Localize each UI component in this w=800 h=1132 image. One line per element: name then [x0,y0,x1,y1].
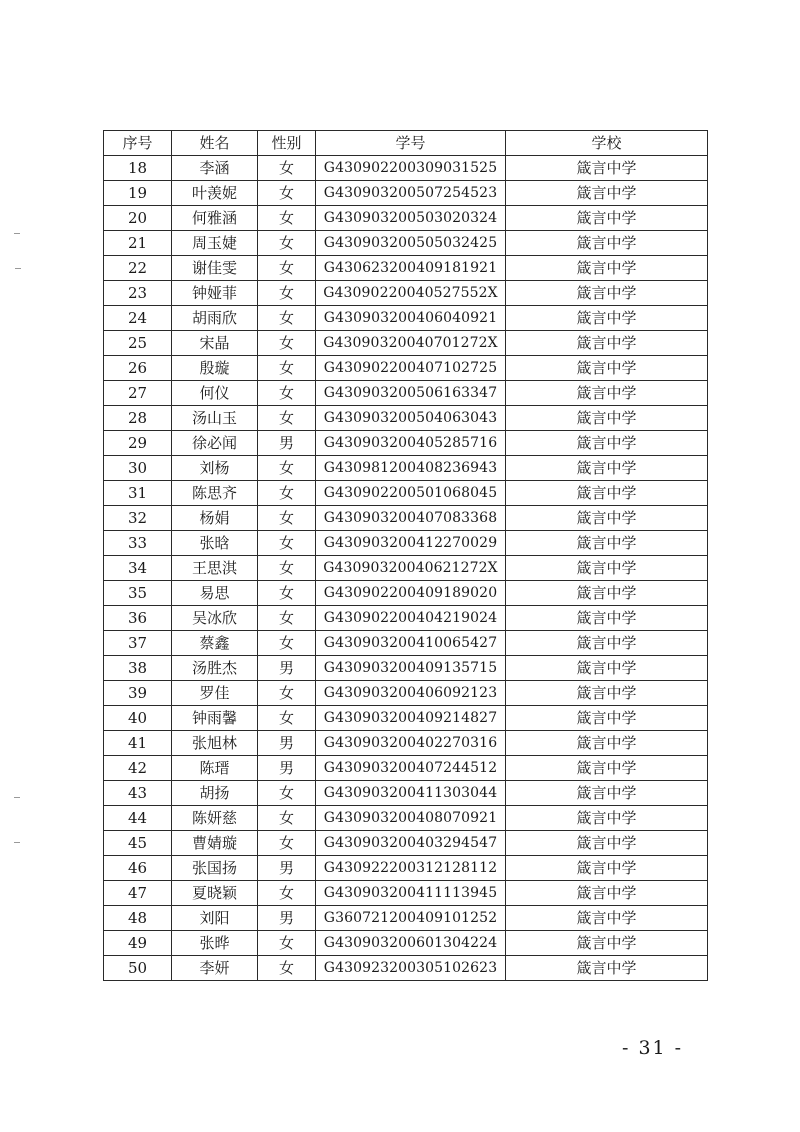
cell-name: 谢佳雯 [172,256,258,281]
cell-student-id: G430903200406040921 [316,306,506,331]
cell-school: 箴言中学 [506,506,708,531]
student-list-table [103,130,708,981]
cell-student-id: G430903200408070921 [316,806,506,831]
cell-student-id: G430903200411303044 [316,781,506,806]
cell-student-id: G430903200406092123 [316,681,506,706]
cell-gender: 男 [258,731,316,756]
cell-index: 34 [104,556,172,581]
cell-school: 箴言中学 [506,456,708,481]
cell-student-id: G430903200507254523 [316,181,506,206]
cell-student-id: G430981200408236943 [316,456,506,481]
cell-school: 箴言中学 [506,831,708,856]
cell-student-id: G43090320040621272X [316,556,506,581]
cell-student-id: G430903200409135715 [316,656,506,681]
cell-index: 25 [104,331,172,356]
cell-student-id: G430903200504063043 [316,406,506,431]
cell-name: 胡雨欣 [172,306,258,331]
cell-student-id: G430903200402270316 [316,731,506,756]
cell-school: 箴言中学 [506,606,708,631]
cell-school: 箴言中学 [506,681,708,706]
cell-index: 19 [104,181,172,206]
cell-name: 刘杨 [172,456,258,481]
table-row [104,781,708,806]
table-row [104,956,708,981]
cell-index: 49 [104,931,172,956]
cell-index: 29 [104,431,172,456]
cell-student-id: G430903200407244512 [316,756,506,781]
header-index: 序号 [104,131,172,156]
cell-index: 37 [104,631,172,656]
table-header-row [104,131,708,156]
cell-school: 箴言中学 [506,181,708,206]
table-row [104,656,708,681]
scan-speck [14,233,20,234]
cell-student-id: G43090320040701272X [316,331,506,356]
cell-school: 箴言中学 [506,256,708,281]
table-body [104,156,708,981]
cell-name: 殷璇 [172,356,258,381]
cell-school: 箴言中学 [506,306,708,331]
cell-name: 张国扬 [172,856,258,881]
cell-gender: 女 [258,156,316,181]
cell-name: 陈妍慈 [172,806,258,831]
cell-gender: 男 [258,906,316,931]
cell-gender: 女 [258,406,316,431]
cell-school: 箴言中学 [506,406,708,431]
cell-gender: 女 [258,281,316,306]
cell-gender: 女 [258,831,316,856]
cell-index: 38 [104,656,172,681]
cell-name: 杨娟 [172,506,258,531]
cell-index: 18 [104,156,172,181]
cell-name: 曹婧璇 [172,831,258,856]
cell-gender: 女 [258,306,316,331]
cell-student-id: G430903200506163347 [316,381,506,406]
table-row [104,506,708,531]
page-number: - 31 - [622,1037,684,1059]
cell-gender: 女 [258,456,316,481]
header-student-id: 学号 [316,131,506,156]
cell-school: 箴言中学 [506,631,708,656]
cell-index: 31 [104,481,172,506]
cell-name: 叶羡妮 [172,181,258,206]
cell-index: 44 [104,806,172,831]
cell-student-id: G430903200411113945 [316,881,506,906]
cell-name: 罗佳 [172,681,258,706]
cell-student-id: G430903200407083368 [316,506,506,531]
cell-gender: 女 [258,556,316,581]
table-row [104,181,708,206]
cell-student-id: G430922200312128112 [316,856,506,881]
table-row [104,481,708,506]
cell-gender: 女 [258,356,316,381]
table-row [104,206,708,231]
cell-gender: 女 [258,506,316,531]
cell-index: 36 [104,606,172,631]
header-name: 姓名 [172,131,258,156]
cell-school: 箴言中学 [506,881,708,906]
table-row [104,906,708,931]
cell-school: 箴言中学 [506,331,708,356]
table-row [104,556,708,581]
scan-speck [14,797,20,798]
table-row [104,681,708,706]
cell-school: 箴言中学 [506,556,708,581]
cell-gender: 女 [258,206,316,231]
cell-index: 28 [104,406,172,431]
cell-student-id: G430902200407102725 [316,356,506,381]
cell-index: 30 [104,456,172,481]
cell-gender: 男 [258,856,316,881]
table-row [104,256,708,281]
cell-student-id: G430903200405285716 [316,431,506,456]
table-row [104,831,708,856]
cell-student-id: G430902200409189020 [316,581,506,606]
cell-name: 胡扬 [172,781,258,806]
table-row [104,856,708,881]
table-row [104,356,708,381]
cell-student-id: G430623200409181921 [316,256,506,281]
cell-index: 50 [104,956,172,981]
cell-name: 吴冰欣 [172,606,258,631]
cell-school: 箴言中学 [506,206,708,231]
cell-index: 41 [104,731,172,756]
cell-gender: 女 [258,531,316,556]
cell-index: 35 [104,581,172,606]
cell-student-id: G430902200309031525 [316,156,506,181]
cell-student-id: G430923200305102623 [316,956,506,981]
cell-name: 何仪 [172,381,258,406]
header-gender: 性别 [258,131,316,156]
scan-speck [15,268,21,269]
cell-school: 箴言中学 [506,756,708,781]
cell-name: 周玉婕 [172,231,258,256]
cell-index: 21 [104,231,172,256]
table-row [104,331,708,356]
cell-school: 箴言中学 [506,431,708,456]
cell-school: 箴言中学 [506,931,708,956]
cell-name: 李涵 [172,156,258,181]
cell-student-id: G43090220040527552X [316,281,506,306]
cell-name: 张晔 [172,931,258,956]
table-row [104,381,708,406]
cell-gender: 女 [258,706,316,731]
cell-name: 夏晓颖 [172,881,258,906]
cell-name: 王思淇 [172,556,258,581]
cell-gender: 男 [258,431,316,456]
cell-index: 47 [104,881,172,906]
table-row [104,731,708,756]
table-row [104,406,708,431]
cell-school: 箴言中学 [506,956,708,981]
cell-gender: 女 [258,331,316,356]
table-row [104,931,708,956]
cell-student-id: G430903200601304224 [316,931,506,956]
table-row [104,306,708,331]
cell-student-id: G430903200403294547 [316,831,506,856]
cell-index: 42 [104,756,172,781]
table-row [104,606,708,631]
cell-school: 箴言中学 [506,156,708,181]
cell-gender: 女 [258,181,316,206]
cell-index: 39 [104,681,172,706]
cell-school: 箴言中学 [506,381,708,406]
cell-name: 汤胜杰 [172,656,258,681]
cell-school: 箴言中学 [506,856,708,881]
cell-index: 23 [104,281,172,306]
table-row [104,456,708,481]
cell-name: 陈瑨 [172,756,258,781]
cell-index: 20 [104,206,172,231]
cell-index: 24 [104,306,172,331]
table-row [104,881,708,906]
cell-gender: 女 [258,256,316,281]
cell-school: 箴言中学 [506,481,708,506]
table-row [104,281,708,306]
cell-gender: 女 [258,956,316,981]
cell-gender: 女 [258,581,316,606]
cell-name: 陈思齐 [172,481,258,506]
cell-student-id: G430902200404219024 [316,606,506,631]
cell-student-id: G430902200501068045 [316,481,506,506]
cell-school: 箴言中学 [506,231,708,256]
cell-school: 箴言中学 [506,906,708,931]
cell-gender: 女 [258,781,316,806]
cell-gender: 女 [258,931,316,956]
cell-school: 箴言中学 [506,581,708,606]
cell-gender: 女 [258,881,316,906]
table-row [104,156,708,181]
cell-index: 40 [104,706,172,731]
cell-name: 蔡鑫 [172,631,258,656]
cell-school: 箴言中学 [506,656,708,681]
cell-student-id: G430903200505032425 [316,231,506,256]
cell-student-id: G360721200409101252 [316,906,506,931]
cell-name: 李妍 [172,956,258,981]
cell-name: 刘阳 [172,906,258,931]
table-row [104,231,708,256]
header-school: 学校 [506,131,708,156]
cell-gender: 女 [258,681,316,706]
cell-index: 32 [104,506,172,531]
cell-index: 48 [104,906,172,931]
cell-gender: 女 [258,806,316,831]
cell-name: 张晗 [172,531,258,556]
cell-gender: 女 [258,606,316,631]
cell-name: 张旭林 [172,731,258,756]
table-row [104,631,708,656]
cell-index: 46 [104,856,172,881]
cell-name: 钟娅菲 [172,281,258,306]
table-row [104,756,708,781]
cell-index: 22 [104,256,172,281]
cell-index: 33 [104,531,172,556]
cell-name: 宋晶 [172,331,258,356]
table-row [104,431,708,456]
table-row [104,806,708,831]
cell-school: 箴言中学 [506,281,708,306]
cell-gender: 女 [258,481,316,506]
cell-gender: 女 [258,231,316,256]
cell-student-id: G430903200409214827 [316,706,506,731]
cell-name: 易思 [172,581,258,606]
cell-name: 钟雨馨 [172,706,258,731]
cell-school: 箴言中学 [506,806,708,831]
cell-index: 26 [104,356,172,381]
scan-speck [14,842,20,843]
cell-student-id: G430903200503020324 [316,206,506,231]
cell-school: 箴言中学 [506,706,708,731]
cell-name: 徐必闻 [172,431,258,456]
cell-gender: 女 [258,381,316,406]
cell-school: 箴言中学 [506,356,708,381]
cell-gender: 男 [258,756,316,781]
cell-index: 27 [104,381,172,406]
cell-gender: 男 [258,656,316,681]
table-row [104,581,708,606]
cell-index: 45 [104,831,172,856]
cell-name: 何雅涵 [172,206,258,231]
table-row [104,706,708,731]
cell-index: 43 [104,781,172,806]
cell-gender: 女 [258,631,316,656]
cell-student-id: G430903200412270029 [316,531,506,556]
cell-name: 汤山玉 [172,406,258,431]
cell-student-id: G430903200410065427 [316,631,506,656]
cell-school: 箴言中学 [506,731,708,756]
cell-school: 箴言中学 [506,531,708,556]
cell-school: 箴言中学 [506,781,708,806]
table-row [104,531,708,556]
